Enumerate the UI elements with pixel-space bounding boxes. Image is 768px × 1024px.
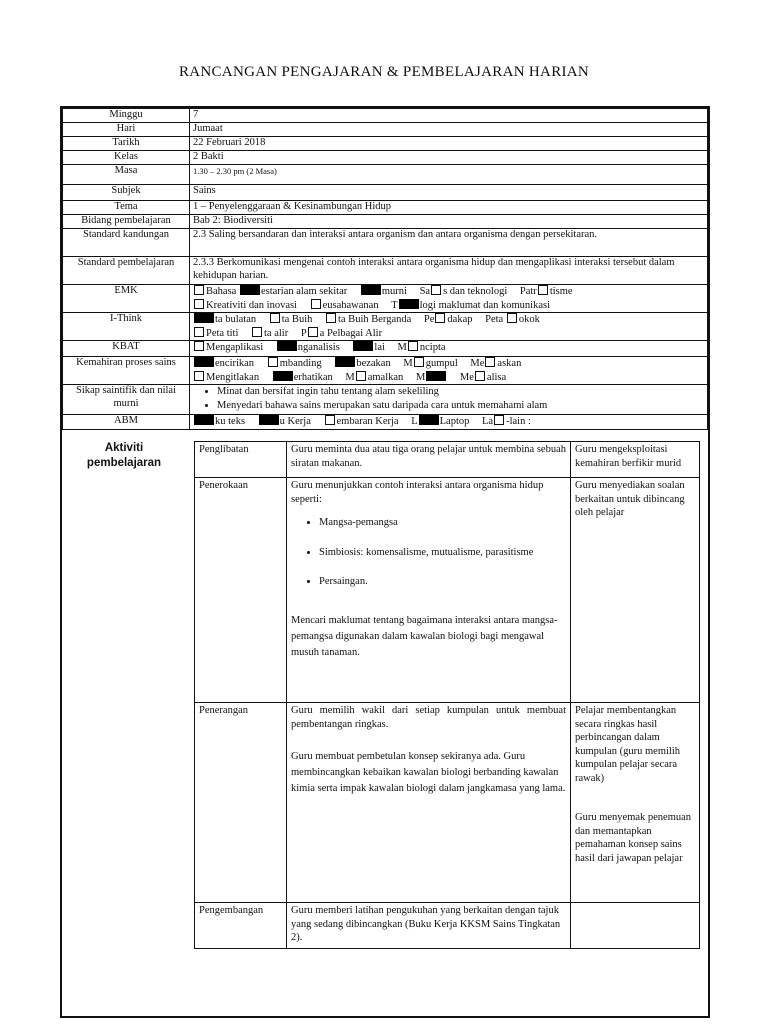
emk-kelestarian: estarian alam sekitar [260,286,348,297]
dakap-checkbox[interactable] [435,313,445,323]
bidang-label: Bidang pembelajaran [63,215,190,229]
redaction-box [426,371,446,381]
row-masa [63,165,708,185]
sikap-list [190,385,708,415]
kps-membanding: mbanding [279,358,322,369]
ithink-titi: Peta titi [206,327,239,339]
abm-options [190,415,708,430]
menjelaskan-checkbox[interactable] [485,357,495,367]
redaction-box [361,285,381,295]
mencipta-checkbox[interactable] [408,341,418,351]
kps-mencirikan: encirikan [215,358,255,369]
phase-content [287,703,571,903]
redaction-box [277,341,297,351]
aktiviti-label: Aktiviti pembelajaran [86,442,162,469]
masa-label: Masa [63,165,190,185]
row-tarikh [63,137,708,151]
tarikh-label: Tarikh [63,137,190,151]
row-hari [63,123,708,137]
kelas-value: 2 Bakti [190,151,708,165]
row-abm [63,415,708,430]
phase-note2: Guru menyemak penemuan dan memantapkan pemahaman konsep sains hasil dari jawapan pelajar [575,812,692,864]
bidang-value: Bab 2: Biodiversiti [190,215,708,229]
phase-row [195,478,700,703]
phase-row [195,903,700,949]
emk-patriotisme-a: Patr [519,286,537,297]
tema-label: Tema [63,201,190,215]
ithink-pelbagai-b: a Pelbagai Alir [319,327,383,339]
list-item: • Persaingan. [319,575,566,589]
lembaran-kerja-checkbox[interactable] [325,415,335,425]
row-emk [63,285,708,313]
emk-kreativiti: Kreativiti dan inovasi [206,299,297,311]
sikap-label: Sikap saintifik dan nilai murni [63,385,190,415]
phase-row [195,442,700,478]
minggu-value: 7 [190,109,708,123]
standard-kandungan-label: Standard kandungan [63,229,190,257]
subjek-value: Sains [190,185,708,201]
kbat-mencipta-a: M [397,342,407,353]
ithink-dakap-b: dakap [447,314,473,325]
row-minggu [63,109,708,123]
kps-memerhatikan: erhatikan [293,371,333,383]
standard-pembelajaran-label: Standard pembelajaran [63,257,190,285]
ithink-pelbagai-a: P [300,327,307,339]
aktiviti-section [62,437,708,1016]
emk-nilai-murni: murni [381,286,407,297]
phase-name: Penerangan [195,703,287,903]
row-subjek [63,185,708,201]
kelas-label: Kelas [63,151,190,165]
phase-note: Pelajar membentangkan secara ringkas hasil perbincangan dalam kumpulan (guru memilih kumpulan pelajar secara rawak) [575,705,680,784]
standard-pembelajaran-value: 2.3.3 Berkomunikasi mengenai contoh interaksi antara organisma hidup dan mengaplikasi interaksi tersebut dalam kehidupan harian. [190,257,708,285]
peta-titi-checkbox[interactable] [194,327,204,337]
emk-keusahawanan: eusahawanan [322,299,379,311]
phase-content [287,478,571,703]
abm-laptop: Laptop [439,416,470,427]
phase-note: Guru mengeksploitasi kemahiran berfikir murid [571,442,700,478]
meramalkan-checkbox[interactable] [356,371,366,381]
emk-tmk-b: logi maklumat dan komunikasi [419,299,550,311]
redaction-box [273,371,293,381]
phase-guru: Guru memberi latihan pengukuhan yang berkaitan dengan tajuk yang sedang dibincangkan (Buku Kerja KKSM Sains Tingkatan 2). [287,903,571,949]
row-sikap [63,385,708,415]
redaction-box [259,415,279,425]
keusahawanan-checkbox[interactable] [311,299,321,309]
buih-berganda-checkbox[interactable] [326,313,336,323]
row-bidang [63,215,708,229]
row-standard-kandungan [63,229,708,257]
kbat-label: KBAT [63,341,190,357]
kps-mengumpul-a: M [403,358,413,369]
abm-lembaran-kerja: embaran Kerja [336,416,399,427]
page-title: RANCANGAN PENGAJARAN & PEMBELAJARAN HARIAN [178,64,590,80]
tarikh-value: 22 Februari 2018 [190,137,708,151]
list-item: • Simbiosis: komensalisme, mutualisme, parasitisme [319,546,566,560]
patriotisme-checkbox[interactable] [538,285,548,295]
lesson-info-table [62,108,708,430]
membanding-checkbox[interactable] [268,357,278,367]
hari-value: Jumaat [190,123,708,137]
ithink-pokok-a: Peta [485,314,506,325]
emk-options [190,285,708,313]
row-ithink [63,313,708,341]
mengumpul-checkbox[interactable] [414,357,424,367]
standard-kandungan-value: 2.3 Saling bersandaran dan interaksi antara organism dan antara organisma dengan persekitaran. [190,229,708,257]
phase-list [291,516,566,589]
bahasa-checkbox[interactable] [194,285,204,295]
redaction-box [194,313,214,323]
phase-guru: Guru menunjukkan contoh interaksi antara organisma hidup seperti: [291,480,544,505]
kps-m-a: M [415,371,426,383]
phase-note [571,903,700,949]
mengitlakan-checkbox[interactable] [194,371,204,381]
kbat-options [190,341,708,357]
kps-menjelaskan-b: askan [497,358,522,369]
list-item: • Mangsa-pemangsa [319,516,566,530]
redaction-box [335,357,355,367]
row-standard-pembelajaran [63,257,708,285]
sikap-item: • Menyedari bahawa sains merupakan satu daripada cara untuk memahami alam [217,399,704,413]
sains-checkbox[interactable] [431,285,441,295]
kps-membezakan: bezakan [356,358,391,369]
redaction-box [240,285,260,295]
masa-value: 1.30 – 2.30 pm (2 Masa) [190,165,708,185]
kbat-mencipta-b: ncipta [419,342,446,353]
phase-note: Guru menyediakan soalan berkaitan untuk dibincang oleh pelajar [571,478,700,703]
row-kelas [63,151,708,165]
peta-alir-checkbox[interactable] [252,327,262,337]
kps-label: Kemahiran proses sains [63,357,190,385]
ithink-pokok-b: okok [518,314,540,325]
emk-tmk-a: T [391,299,398,311]
row-tema [63,201,708,215]
emk-sains-a: Sa [419,286,431,297]
lain-lain-checkbox[interactable] [494,415,504,425]
kps-menganalisa-a: Me [459,371,474,383]
phase-guru2: Mencari maklumat tentang bagaimana interaksi antara mangsa-pemangsa digunakan dalam kawalan biologi bagi mengawal musuh tanaman. [291,614,558,658]
kbat-menganalisis: nganalisis [297,342,340,353]
phase-guru: Guru memilih wakil dari setiap kumpulan untuk membuat pembentangan ringkas. [291,705,566,730]
hari-label: Hari [63,123,190,137]
kps-mengitlakan: Mengitlakan [206,371,260,383]
minggu-label: Minggu [63,109,190,123]
emk-sains-b: s dan teknologi [443,286,508,297]
ithink-alir: ta alir [264,327,289,339]
ithink-label: I-Think [63,313,190,341]
phase-row [195,703,700,903]
redaction-box [419,415,439,425]
kps-menganalisa-b: alisa [486,371,507,383]
aktiviti-table [194,441,700,949]
ithink-buih: ta Buih [281,314,313,325]
redaction-box [353,341,373,351]
phase-name: Pengembangan [195,903,287,949]
phase-guru2: Guru membuat pembetulan konsep sekiranya ada. Guru membincangkan kebaikan kawalan biologi berbanding kawalan kimia serta impak kawalan biologi dalam jangkamasa yang lama. [291,751,566,794]
abm-lain-b: -lain : [506,416,531,427]
mengaplikasi-checkbox[interactable] [194,341,204,351]
menganalisa-checkbox[interactable] [475,371,485,381]
row-kbat [63,341,708,357]
pokok-checkbox[interactable] [507,313,517,323]
phase-guru: Guru meminta dua atau tiga orang pelajar untuk membina sebuah siratan makanan. [287,442,571,478]
tema-value: 1 – Penyelenggaraan & Kesinambungan Hidup [190,201,708,215]
abm-lain-a: La [482,416,494,427]
kps-mengumpul-b: gumpul [425,358,458,369]
redaction-box [194,415,214,425]
phase-name: Penglibatan [195,442,287,478]
ithink-dakap-a: Pe [423,314,435,325]
ithink-bulatan: ta bulatan [215,314,257,325]
phase-name: Penerokaan [195,478,287,703]
peta-buih-checkbox[interactable] [270,313,280,323]
abm-buku-kerja: u Kerja [279,416,311,427]
ithink-options [190,313,708,341]
phase-notes [571,703,700,903]
kps-meramalkan-b: amalkan [367,371,404,383]
emk-label: EMK [63,285,190,313]
kbat-mengaplikasi: Mengaplikasi [206,342,264,353]
ithink-buih-berganda: ta Buih Berganda [337,314,412,325]
redaction-box [399,299,419,309]
kreativiti-checkbox[interactable] [194,299,204,309]
row-kps [63,357,708,385]
subjek-label: Subjek [63,185,190,201]
abm-buku-teks: ku teks [215,416,246,427]
kps-menjelaskan-a: Me [470,358,485,369]
sikap-item: • Minat dan bersifat ingin tahu tentang alam sekeliling [217,385,704,399]
kps-meramalkan-a: M [345,371,355,383]
redaction-box [194,357,214,367]
kbat-menilai: lai [374,342,385,353]
kps-options [190,357,708,385]
pelbagai-alir-checkbox[interactable] [308,327,318,337]
emk-patriotisme-b: tisme [549,286,573,297]
abm-label: ABM [63,415,190,430]
abm-laptop-a: L [411,416,418,427]
emk-bahasa: Bahasa [206,286,237,297]
